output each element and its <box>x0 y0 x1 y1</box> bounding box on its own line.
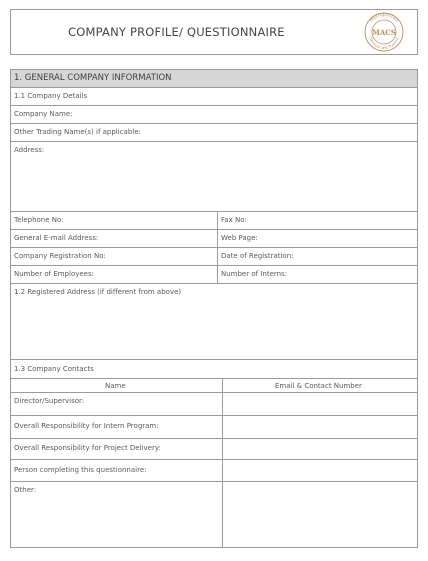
field-address: Address: <box>14 146 45 154</box>
page-title: COMPANY PROFILE/ QUESTIONNAIRE <box>68 25 285 39</box>
field-other-trading-names: Other Trading Name(s) if applicable: <box>14 128 141 136</box>
subsection-company-details: 1.1 Company Details <box>14 92 88 100</box>
field-registration-date: Date of Registration: <box>221 252 294 260</box>
svg-text:MACS: MACS <box>372 28 396 37</box>
contact-row-label: Person completing this questionnaire: <box>14 466 147 474</box>
field-company-name: Company Name: <box>14 110 73 118</box>
section-title: 1. GENERAL COMPANY INFORMATION <box>14 73 172 83</box>
field-web-page: Web Page: <box>221 234 258 242</box>
svg-text:Metropolitan: Metropolitan <box>369 12 399 24</box>
column-header-name: Name <box>105 382 126 390</box>
company-seal-logo <box>360 10 408 54</box>
subsection-registered-address: 1.2 Registered Address (if different from above) <box>14 288 182 296</box>
column-header-email-contact: Email & Contact Number <box>275 382 362 390</box>
svg-text:Services and Training: Services and Training <box>368 37 400 51</box>
field-general-email: General E-mail Address: <box>14 234 99 242</box>
field-fax: Fax No: <box>221 216 247 224</box>
contact-row-label: Director/Supervisor: <box>14 397 85 405</box>
subsection-company-contacts: 1.3 Company Contacts <box>14 365 94 373</box>
contact-row-label: Other: <box>14 486 37 494</box>
contact-row-label: Overall Responsibility for Intern Program: <box>14 422 159 430</box>
contact-row-label: Overall Responsibility for Project Delivery: <box>14 444 161 452</box>
field-telephone: Telephone No: <box>14 216 64 224</box>
field-registration-no: Company Registration No: <box>14 252 106 260</box>
field-employees: Number of Employees: <box>14 270 94 278</box>
field-interns: Number of Interns: <box>221 270 288 278</box>
